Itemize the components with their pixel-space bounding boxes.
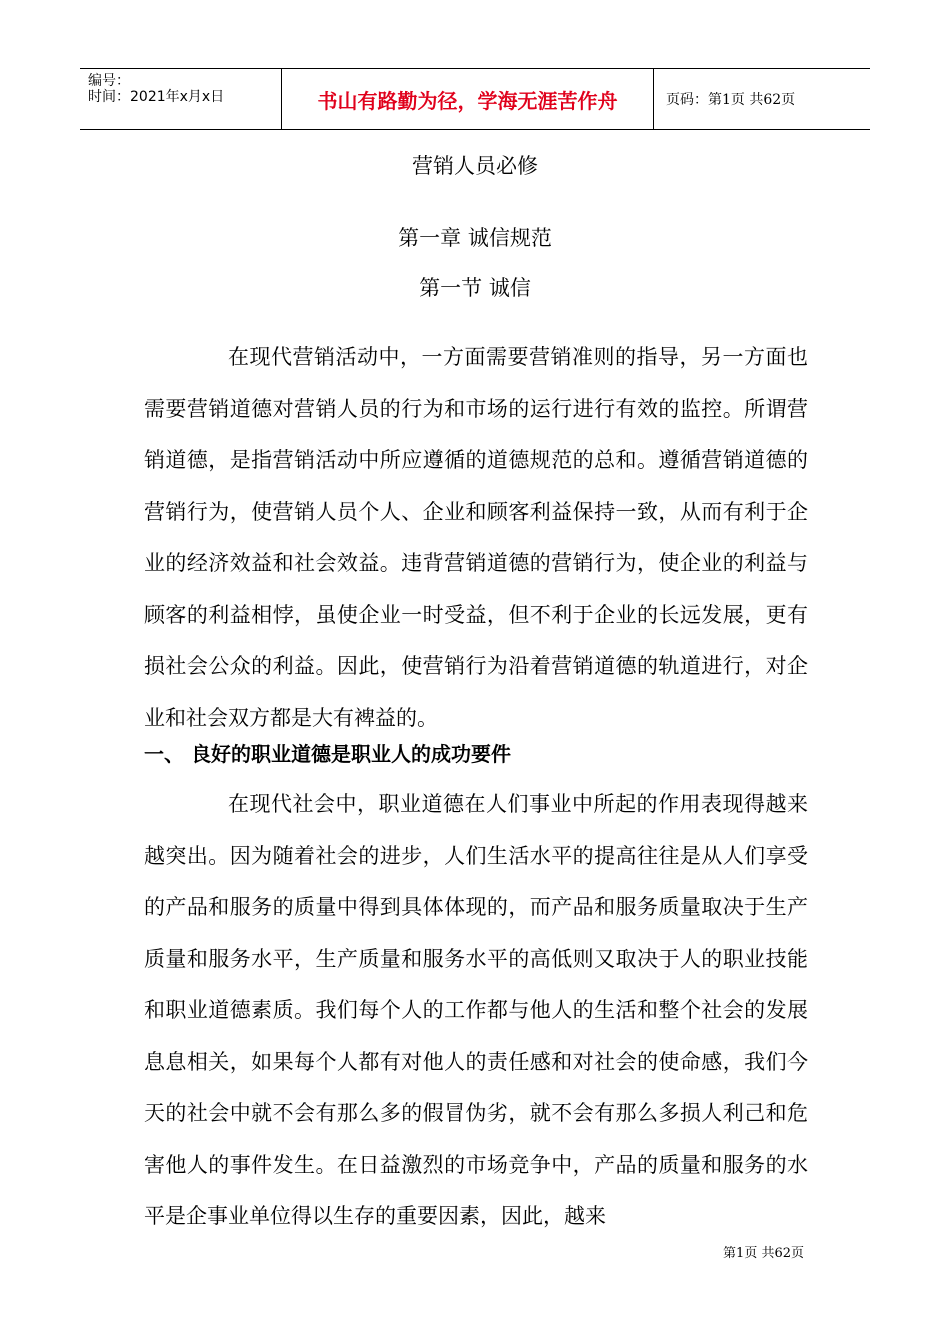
page-footer: 第1页 共62页 [723,1246,804,1261]
body-paragraph: 在现代营销活动中，一方面需要营销准则的指导，另一方面也需要营销道德对营销人员的行为和市场的运行进行有效的监控。所谓营销道德，是指营销活动中所应遵循的道德规范的总和。遵循营销道德的营销行为，使营销人员个人、企业和顾客利益保持一致，从而有利于企业的经济效益和社会效益。违背营销道德的营销行为，使企业的利益与顾客的利益相悖，虽使企业一时受益，但不利于企业的长远发展，更有损社会公众的利益。因此，使营销行为沿着营销道德的轨道进行，对企业和社会双方都是大有裨益的。 [144,345,808,730]
number-label: 编号： [88,73,130,89]
header-motto-cell [282,69,654,129]
motto: 书山有路勤为径，学海无涯苦作舟 [317,88,618,113]
page-info: 页码：第1页 共62页 [666,92,796,108]
section-title: 第一节 诚信 [419,276,531,300]
subsection-heading: 一、 良好的职业道德是职业人的成功要件 [144,742,511,766]
body-paragraph: 在现代社会中，职业道德在人们事业中所起的作用表现得越来越突出。因为随着社会的进步，人们生活水平的提高往往是从人们享受的产品和服务的质量中得到具体体现的，而产品和服务质量取决于生产质量和服务水平，生产质量和服务水平的高低则又取决于人的职业技能和职业道德素质。我们每个人的工作都与他人的生活和整个社会的发展息息相关，如果每个人都有对他人的责任感和对社会的使命感，我们今天的社会中就不会有那么多的假冒伪劣，就不会有那么多损人利己和危害他人的事件发生。在日益激烈的市场竞争中，产品的质量和服务的水平是企事业单位得以生存的重要因素，因此，越来 [144,792,808,1228]
page-header [80,68,870,130]
chapter-title: 第一章 诚信规范 [398,226,552,250]
header-page-info [654,69,870,129]
header-meta [80,69,282,129]
time-label: 时间：2021年x月x日 [88,89,225,105]
document-title: 营销人员必修 [412,154,538,178]
